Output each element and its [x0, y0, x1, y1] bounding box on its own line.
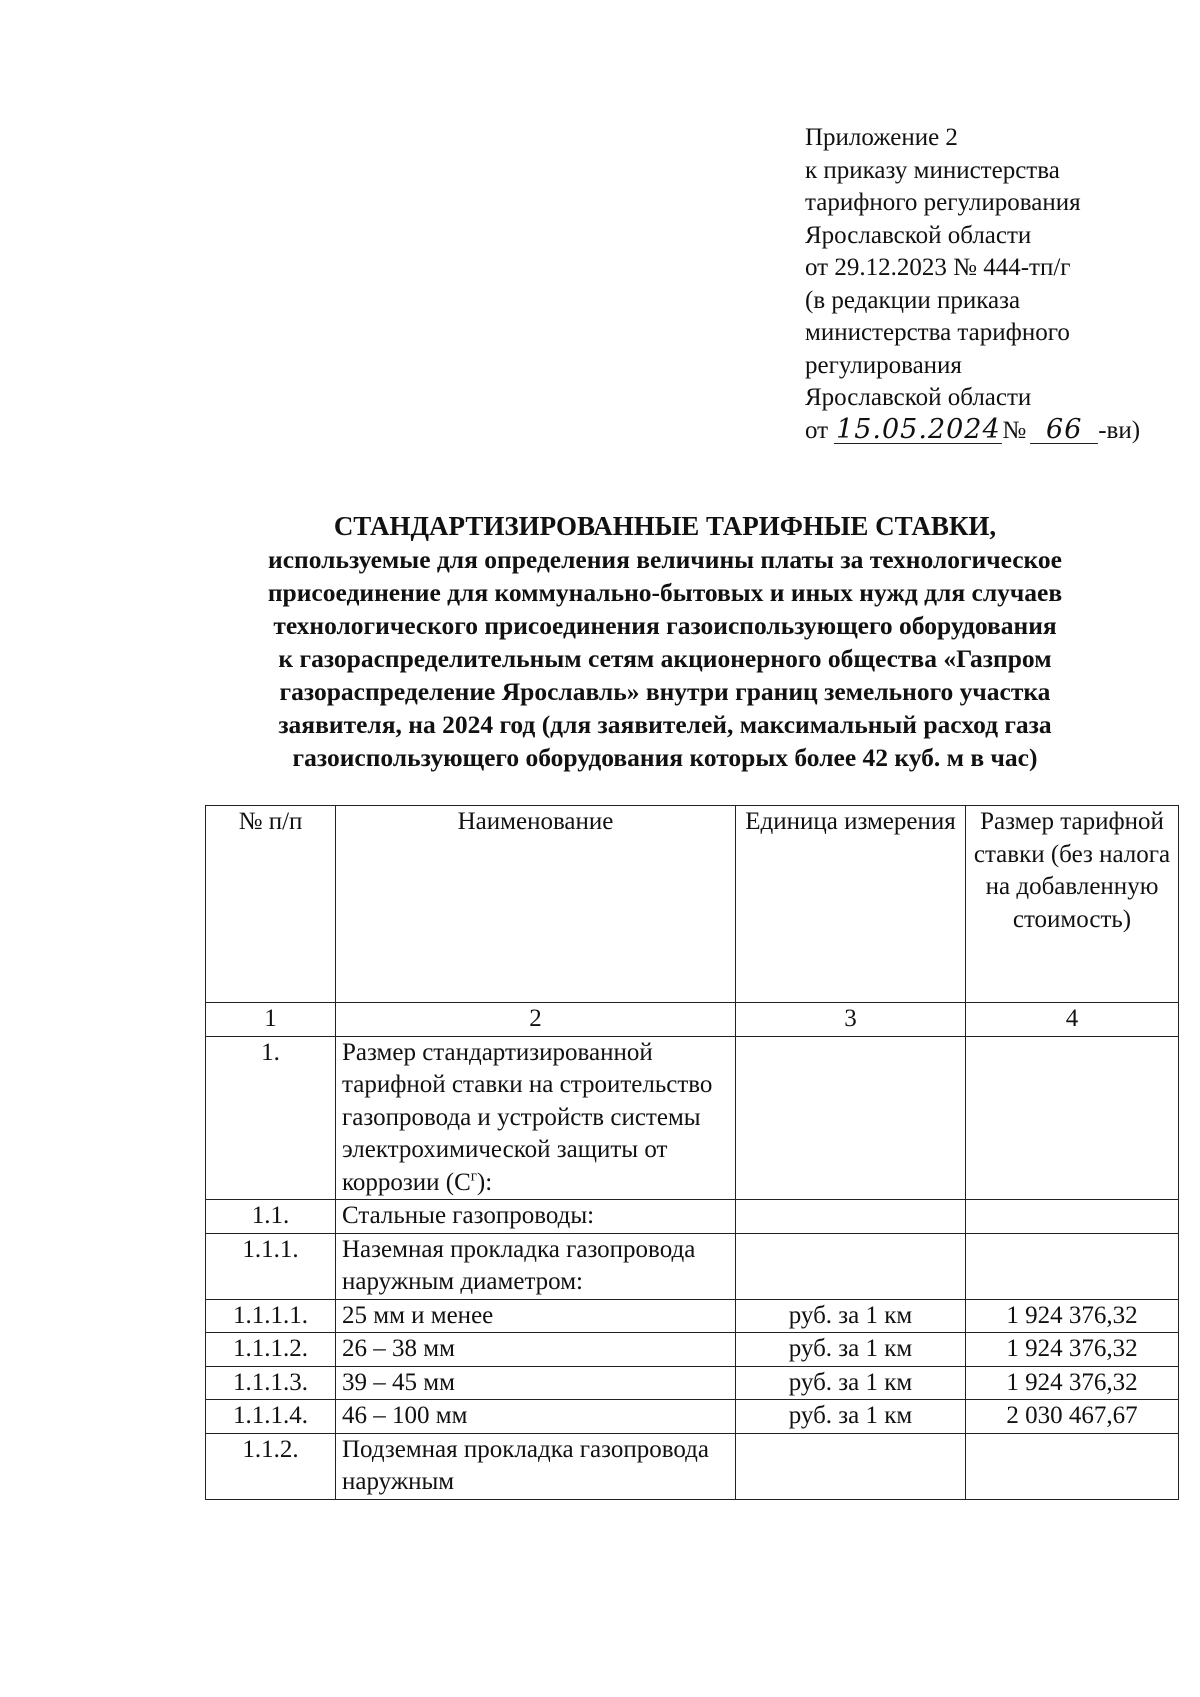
row-value: 2 030 467,67 — [966, 1400, 1179, 1434]
title-line: газораспределение Ярославль» внутри границ земельного участка — [279, 677, 1051, 706]
table-row — [206, 1036, 1179, 1200]
table-row — [206, 1200, 1179, 1234]
row-number: 1.1.1. — [206, 1233, 336, 1299]
row-name: 26 – 38 мм — [336, 1333, 736, 1367]
row-number: 1.1.1.4. — [206, 1400, 336, 1434]
table-row — [206, 1233, 1179, 1299]
row-name: 46 – 100 мм — [336, 1400, 736, 1434]
row-name: Наземная прокладка газопровода наружным диаметром: — [336, 1233, 736, 1299]
title-main: СТАНДАРТИЗИРОВАННЫЕ ТАРИФНЫЕ СТАВКИ, — [333, 511, 997, 541]
row-unit: руб. за 1 км — [736, 1366, 966, 1400]
table-row — [206, 1333, 1179, 1367]
annex-line: (в редакции приказа — [805, 286, 1021, 314]
annex-line: Ярославской области — [805, 384, 1032, 411]
row-value — [966, 1433, 1179, 1499]
table-row — [206, 1299, 1179, 1333]
row-value — [966, 1233, 1179, 1299]
column-numbers-row — [206, 1003, 1179, 1037]
table-row — [206, 1400, 1179, 1434]
title-line: присоединение для коммунально-бытовых и иных нужд для случаев — [267, 578, 1063, 607]
annex-line: тарифного регулирования — [805, 189, 1081, 216]
column-number: 4 — [966, 1003, 1179, 1037]
handwritten-date: 15.05.2024 — [836, 413, 1001, 445]
table-row — [206, 1433, 1179, 1499]
header-rate: Размер тарифной ставки (без налога на добавленную стоимость) — [966, 806, 1179, 1003]
row-unit — [736, 1200, 966, 1234]
table-header-row — [206, 806, 1179, 1003]
row-number: 1.1. — [206, 1200, 336, 1234]
row-name-tail: ): — [476, 1168, 493, 1196]
row-unit — [736, 1433, 966, 1499]
row-unit: руб. за 1 км — [736, 1299, 966, 1333]
title-line: используемые для определения величины платы за технологическое — [268, 545, 1062, 574]
annex-line: к приказу министерства — [805, 156, 1060, 184]
rates-table — [205, 805, 1179, 1500]
row-value — [966, 1200, 1179, 1234]
handwritten-number: 66 — [1030, 417, 1098, 444]
row-number: 1.1.1.3. — [206, 1366, 336, 1400]
row-name: Стальные газопроводы: — [336, 1200, 736, 1234]
row-value: 1 924 376,32 — [966, 1333, 1179, 1367]
row-name-text: Размер стандартизированной тарифной ставки на строительство газопровода и устройств системы электрохимической защиты от коррозии (С — [342, 1038, 713, 1196]
row-unit — [736, 1233, 966, 1299]
annex-line: регулирования — [805, 351, 962, 379]
row-number: 1.1.2. — [206, 1433, 336, 1499]
row-name-superscript: г — [470, 1168, 477, 1185]
column-number: 2 — [336, 1003, 736, 1037]
title-line: технологического присоединения газоиспользующего оборудования — [273, 611, 1057, 640]
annex-line: Приложение 2 — [805, 124, 958, 151]
row-number: 1. — [206, 1036, 336, 1200]
title-line: к газораспределительным сетям акционерного общества «Газпром — [278, 644, 1052, 673]
row-name — [336, 1036, 736, 1200]
row-unit: руб. за 1 км — [736, 1333, 966, 1367]
annex-amendment-line — [805, 415, 1140, 448]
document-title — [200, 510, 1130, 774]
title-line: газоиспользующего оборудования которых более 42 куб. м в час) — [292, 743, 1038, 772]
row-unit: руб. за 1 км — [736, 1400, 966, 1434]
annex-block — [805, 122, 1140, 447]
row-value — [966, 1036, 1179, 1200]
table-row — [206, 1366, 1179, 1400]
amendment-suffix: -ви) — [1098, 416, 1141, 444]
title-line: заявителя, на 2024 год (для заявителей, максимальный расход газа — [278, 710, 1052, 739]
row-number: 1.1.1.1. — [206, 1299, 336, 1333]
annex-line: Ярославской области — [805, 221, 1032, 249]
row-unit — [736, 1036, 966, 1200]
row-name: 39 – 45 мм — [336, 1366, 736, 1400]
row-value: 1 924 376,32 — [966, 1366, 1179, 1400]
row-name: 25 мм и менее — [336, 1299, 736, 1333]
header-name: Наименование — [336, 806, 736, 1003]
row-name: Подземная прокладка газопровода наружным — [336, 1433, 736, 1499]
row-number: 1.1.1.2. — [206, 1333, 336, 1367]
header-unit: Единица измерения — [736, 806, 966, 1003]
number-sign: № — [1002, 416, 1027, 444]
header-number: № п/п — [206, 806, 336, 1003]
annex-line: министерства тарифного — [805, 319, 1070, 346]
column-number: 1 — [206, 1003, 336, 1037]
column-number: 3 — [736, 1003, 966, 1037]
amendment-prefix: от — [805, 416, 829, 444]
annex-line: от 29.12.2023 № 444-тп/г — [805, 254, 1071, 281]
row-value: 1 924 376,32 — [966, 1299, 1179, 1333]
